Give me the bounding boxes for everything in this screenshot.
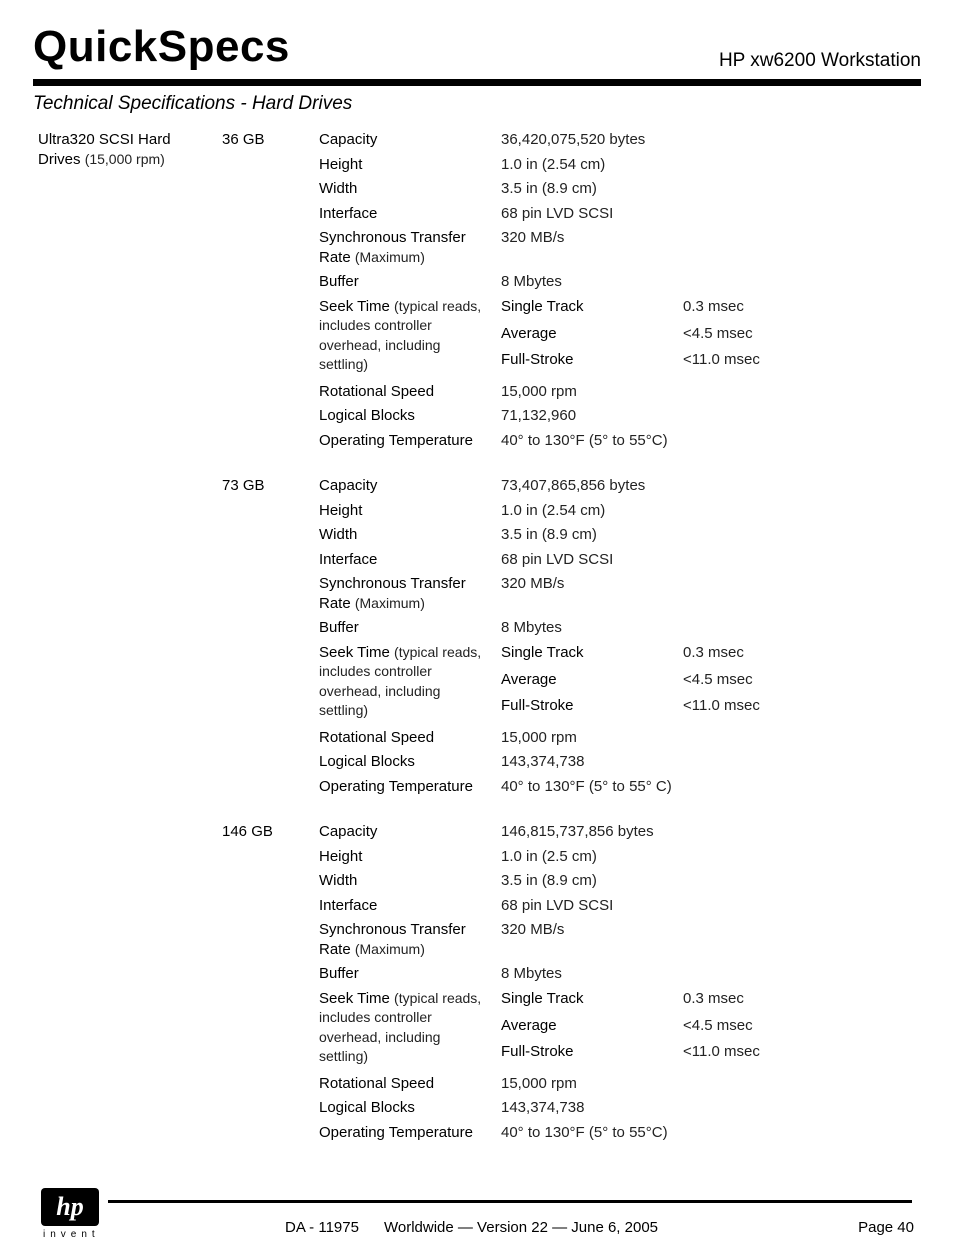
drive-group (222, 130, 892, 455)
drive-capacity-label: 36 GB (222, 131, 265, 148)
seek-sublabel: Average (501, 324, 557, 342)
transfer-label-a: Synchronous Transfer (319, 575, 466, 592)
spec-value: 146,815,737,856 bytes (501, 823, 654, 840)
seek-title: Seek Time (319, 297, 390, 315)
seek-sublabel: Full-Stroke (501, 697, 574, 714)
spec-value: 8 Mbytes (501, 965, 562, 982)
spec-label: Buffer (319, 619, 359, 636)
category-label (38, 130, 198, 169)
seek-sublabel: Single Track (501, 297, 584, 315)
seek-note: includes controller (319, 317, 432, 333)
spec-value: 320 MB/s (501, 575, 565, 592)
spec-value: 3.5 in (8.9 cm) (501, 180, 597, 197)
seek-sublabel: Single Track (501, 643, 584, 661)
seek-subvalue: 0.3 msec (683, 989, 744, 1007)
seek-subrow (501, 1016, 760, 1043)
product-name: HP xw6200 Workstation (718, 50, 921, 71)
spec-label: Capacity (319, 477, 378, 494)
spec-label: Interface (319, 550, 378, 568)
spec-label: Logical Blocks (319, 753, 415, 770)
seek-subvalue: <4.5 msec (683, 1016, 753, 1034)
spec-label: Logical Blocks (319, 407, 415, 424)
spec-row (319, 382, 892, 402)
seek-note: overhead, including (319, 1028, 441, 1045)
spec-row (319, 179, 892, 199)
brand-title: QuickSpecs (33, 22, 290, 71)
spec-label: Rotational Speed (319, 728, 435, 746)
spec-value: 1.0 in (2.54 cm) (501, 501, 606, 519)
spec-value: 1.0 in (2.5 cm) (501, 847, 597, 865)
spec-row (319, 476, 892, 496)
spec-label: Buffer (319, 273, 359, 290)
spec-label: Height (319, 501, 363, 519)
spec-row (319, 777, 892, 797)
spec-value: 3.5 in (8.9 cm) (501, 872, 597, 889)
spec-label: Capacity (319, 823, 378, 840)
transfer-label-a: Synchronous Transfer (319, 229, 466, 246)
seek-subvalue: <11.0 msec (683, 697, 760, 714)
seek-note: includes controller (319, 1009, 432, 1025)
seek-subvalue: 0.3 msec (683, 297, 744, 315)
seek-subrow (501, 696, 760, 723)
seek-note: (typical reads, (394, 643, 482, 660)
seek-note: overhead, including (319, 336, 441, 353)
seek-time-row (319, 989, 892, 1069)
transfer-note: (Maximum) (354, 940, 425, 957)
spec-row (319, 847, 892, 867)
spec-row (319, 574, 892, 613)
spec-label: Width (319, 526, 358, 543)
seek-note: settling) (319, 702, 369, 718)
spec-row (319, 920, 892, 959)
spec-value: 36,420,075,520 bytes (501, 131, 646, 148)
spec-value: 15,000 rpm (501, 728, 577, 746)
spec-value: 1.0 in (2.54 cm) (501, 155, 606, 173)
seek-title: Seek Time (319, 643, 390, 661)
spec-value: 3.5 in (8.9 cm) (501, 526, 597, 543)
spec-label: Height (319, 847, 363, 865)
spec-row (319, 228, 892, 267)
spec-row (319, 272, 892, 292)
page-number: Page 40 (858, 1219, 914, 1236)
footer-rule (108, 1200, 912, 1203)
spec-label (319, 228, 501, 267)
spec-row (319, 550, 892, 570)
seek-note: includes controller (319, 663, 432, 679)
seek-subrow (501, 1042, 760, 1069)
spec-label: Height (319, 155, 363, 173)
spec-value: 8 Mbytes (501, 273, 562, 290)
section-title: Technical Specifications - Hard Drives (33, 93, 353, 114)
seek-sublabel: Full-Stroke (501, 1043, 574, 1060)
spec-value: 320 MB/s (501, 229, 565, 246)
spec-row (319, 501, 892, 521)
spec-value: 15,000 rpm (501, 382, 577, 400)
seek-subrow (501, 297, 760, 324)
seek-note: settling) (319, 1048, 369, 1064)
spec-label: Logical Blocks (319, 1099, 415, 1116)
spec-label (319, 574, 501, 613)
drive-group (222, 822, 892, 1147)
drive-group (222, 476, 892, 801)
transfer-label-a: Synchronous Transfer (319, 921, 466, 938)
spec-row (319, 130, 892, 150)
spec-label (319, 920, 501, 959)
spec-row (319, 431, 892, 451)
spec-label: Buffer (319, 965, 359, 982)
spec-label: Operating Temperature (319, 431, 473, 449)
doc-id: DA - 11975 (285, 1219, 359, 1236)
seek-label (319, 989, 501, 1069)
seek-subvalue: <4.5 msec (683, 670, 753, 688)
spec-label: Width (319, 872, 358, 889)
seek-sublabel: Average (501, 670, 557, 688)
transfer-label-b: Rate (319, 248, 351, 266)
seek-subvalue: <11.0 msec (683, 351, 760, 368)
seek-time-row (319, 297, 892, 377)
seek-subrow (501, 670, 760, 697)
transfer-label-b: Rate (319, 940, 351, 958)
seek-note: (typical reads, (394, 989, 482, 1006)
spec-row (319, 1098, 892, 1118)
spec-value: 40° to 130°F (5° to 55°C) (501, 1123, 668, 1141)
seek-note: settling) (319, 356, 369, 372)
seek-sublabel: Single Track (501, 989, 584, 1007)
spec-row (319, 1074, 892, 1094)
seek-sublabel: Average (501, 1016, 557, 1034)
spec-row (319, 204, 892, 224)
seek-subvalue: <4.5 msec (683, 324, 753, 342)
spec-row (319, 525, 892, 545)
seek-subtable (501, 297, 760, 377)
spec-value: 68 pin LVD SCSI (501, 204, 614, 222)
category-name: Ultra320 SCSI Hard Drives (38, 131, 171, 168)
logo-tagline: invent (43, 1229, 100, 1240)
seek-time-row (319, 643, 892, 723)
footer-info (285, 1219, 658, 1236)
spec-row (319, 406, 892, 426)
spec-value: 40° to 130°F (5° to 55°C) (501, 431, 668, 449)
seek-subrow (501, 350, 760, 377)
drive-capacity-label: 146 GB (222, 823, 273, 840)
spec-label: Capacity (319, 131, 378, 148)
spec-label: Interface (319, 204, 378, 222)
header-rule (33, 79, 921, 86)
seek-subtable (501, 643, 760, 723)
spec-value: 320 MB/s (501, 921, 565, 938)
seek-subvalue: 0.3 msec (683, 643, 744, 661)
spec-row (319, 964, 892, 984)
transfer-note: (Maximum) (354, 248, 425, 265)
seek-label (319, 297, 501, 377)
drive-capacity-label: 73 GB (222, 477, 265, 494)
spec-value: 15,000 rpm (501, 1074, 577, 1092)
seek-subtable (501, 989, 760, 1069)
spec-row (319, 822, 892, 842)
spec-value: 143,374,738 (501, 753, 585, 770)
spec-label: Width (319, 180, 358, 197)
spec-value: 73,407,865,856 bytes (501, 477, 646, 494)
spec-label: Rotational Speed (319, 1074, 435, 1092)
spec-row (319, 728, 892, 748)
seek-note: overhead, including (319, 682, 441, 699)
spec-row (319, 752, 892, 772)
transfer-note: (Maximum) (354, 594, 425, 611)
edition-info: Worldwide — Version 22 — June 6, 2005 (383, 1219, 659, 1236)
category-sub: (15,000 rpm) (84, 150, 165, 167)
spec-label: Operating Temperature (319, 1123, 473, 1141)
spec-value: 8 Mbytes (501, 619, 562, 636)
seek-label (319, 643, 501, 723)
seek-subvalue: <11.0 msec (683, 1043, 760, 1060)
spec-row (319, 871, 892, 891)
spec-row (319, 155, 892, 175)
seek-sublabel: Full-Stroke (501, 351, 574, 368)
hp-logo-icon: hp (41, 1188, 99, 1226)
spec-row (319, 1123, 892, 1143)
seek-subrow (501, 643, 760, 670)
spec-label: Rotational Speed (319, 382, 435, 400)
spec-value: 40° to 130°F (5° to 55° C) (501, 777, 672, 795)
spec-label: Interface (319, 896, 378, 914)
seek-subrow (501, 989, 760, 1016)
spec-value: 68 pin LVD SCSI (501, 550, 614, 568)
spec-row (319, 618, 892, 638)
spec-value: 68 pin LVD SCSI (501, 896, 614, 914)
seek-subrow (501, 324, 760, 351)
seek-note: (typical reads, (394, 297, 482, 314)
transfer-label-b: Rate (319, 594, 351, 612)
spec-value: 143,374,738 (501, 1099, 585, 1116)
spec-value: 71,132,960 (501, 407, 577, 424)
spec-label: Operating Temperature (319, 777, 473, 795)
seek-title: Seek Time (319, 989, 390, 1007)
spec-row (319, 896, 892, 916)
